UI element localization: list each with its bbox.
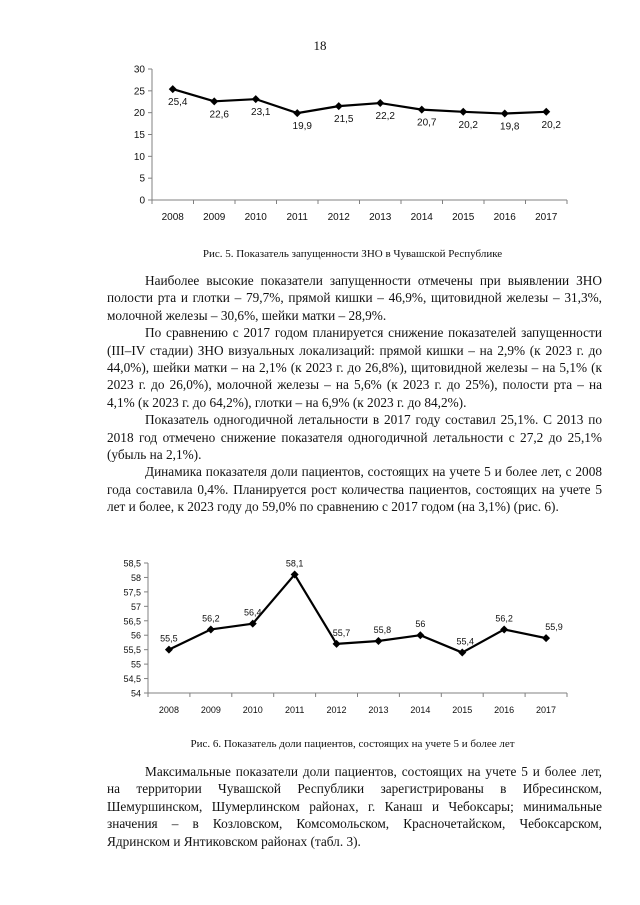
x-tick-label: 2010 <box>244 212 267 223</box>
y-tick-label: 55,5 <box>123 645 141 656</box>
body-text-block-1 <box>107 272 602 516</box>
y-tick-label: 20 <box>133 108 145 120</box>
series-line <box>169 575 546 653</box>
y-tick-label: 54,5 <box>123 674 141 685</box>
data-point-marker <box>501 110 509 118</box>
data-point-marker <box>416 631 424 639</box>
y-tick-label: 30 <box>133 64 145 76</box>
y-tick-label: 25 <box>133 86 145 98</box>
data-point-marker <box>542 108 550 116</box>
page-number: 18 <box>313 38 327 53</box>
x-tick-label: 2009 <box>203 212 226 223</box>
data-point-marker <box>542 634 550 642</box>
x-tick-label: 2014 <box>410 212 433 223</box>
data-label: 25,4 <box>168 97 188 109</box>
y-tick-label: 56,5 <box>123 616 141 627</box>
x-tick-label: 2015 <box>452 705 473 715</box>
data-label: 20,7 <box>417 117 437 129</box>
data-label: 20,2 <box>458 119 478 131</box>
paragraph: Динамика показателя доли пациентов, состоящих на учете 5 и более лет, с 2008 года составила 0,4%. Планируется рост количества пациентов, состоящих на учете 5 лет и более, к 2023 году до 59,0% по сравнению с 2017 годом (на 3,1%) (рис. 6). <box>107 464 602 515</box>
data-point-marker <box>335 102 343 110</box>
y-tick-label: 10 <box>133 151 145 163</box>
x-tick-label: 2017 <box>536 705 557 715</box>
data-point-marker <box>165 646 173 654</box>
data-label: 55,8 <box>373 625 392 635</box>
x-tick-label: 2010 <box>242 705 263 715</box>
x-tick-label: 2012 <box>327 212 350 223</box>
paragraph: Максимальные показатели доли пациентов, состоящих на учете 5 и более лет, на территории Чувашской Республики зарегистрированы в Ибресинском, Шемуршинском, Шумерлинском районах, г. Канаш и Чебоксары; минимальные значения – в Козловском, Комсомольском, Красночетайском, Чебоксарском, Ядринском и Янтиковском районах (табл. 3). <box>107 764 602 849</box>
data-label: 58,1 <box>285 558 304 569</box>
data-point-marker <box>418 106 426 114</box>
y-tick-label: 57 <box>130 601 141 612</box>
data-point-marker <box>293 109 301 117</box>
y-tick-label: 58 <box>130 572 141 583</box>
paragraph: Наиболее высокие показатели запущенности отмечены при выявлении ЗНО полости рта и глотки – 79,7%, прямой кишки – 46,9%, щитовидной железы – 31,3%, молочной железы – 30,6%, шейки матки – 28,9%. <box>107 273 602 323</box>
data-label: 55,9 <box>545 622 563 633</box>
data-label: 55,4 <box>456 636 475 647</box>
paragraph: Показатель одногодичной летальности в 2017 году составил 25,1%. С 2013 по 2018 год отмечено снижение показателя одногодичной летальности с 27,2 до 25,1% (убыль на 2,1%). <box>107 412 602 463</box>
x-tick-label: 2012 <box>326 705 347 715</box>
x-tick-label: 2016 <box>493 212 516 223</box>
data-label: 55,5 <box>160 633 178 644</box>
data-label: 19,8 <box>500 121 520 133</box>
y-tick-label: 56 <box>130 630 141 641</box>
data-point-marker <box>376 99 384 107</box>
body-text-block-2 <box>107 763 602 850</box>
data-label: 56,2 <box>495 613 513 624</box>
y-tick-label: 55 <box>130 659 141 670</box>
data-point-marker <box>169 85 177 93</box>
data-label: 21,5 <box>334 114 354 126</box>
data-point-marker <box>252 95 260 103</box>
x-tick-label: 2013 <box>368 705 389 715</box>
data-label: 56,4 <box>243 607 262 618</box>
x-tick-label: 2016 <box>494 705 515 715</box>
y-tick-label: 57,5 <box>123 587 141 598</box>
chart-neglect-rate <box>120 60 590 230</box>
y-tick-label: 0 <box>139 195 145 207</box>
x-tick-label: 2014 <box>410 705 431 715</box>
paragraph: По сравнению с 2017 годом планируется снижение показателей запущенности (III–IV стадии) ЗНО визуальных локализаций: прямой кишки – на 2,9% (к 2023 г. до 44,0%), шейки матки – на 2,1% (к 2023 г. до 26,8%), щитовидной железы – на 5,1% (к 2023 г. до 26,0%), молочной железы – на 5,6% (к 2023 г. до 25%), полости рта – на 4,1% (к 2023 г. до 64,2%), глотки – на 6,9% (к 2023 г. до 84,2%). <box>107 325 602 410</box>
figure-6-caption: Рис. 6. Показатель доли пациентов, состоящих на учете 5 и более лет <box>190 738 515 750</box>
data-point-marker <box>207 625 215 633</box>
data-label: 22,6 <box>209 109 229 121</box>
x-tick-label: 2011 <box>286 212 309 223</box>
data-point-marker <box>374 637 382 645</box>
data-point-marker <box>459 108 467 116</box>
y-tick-label: 5 <box>139 173 145 185</box>
data-label: 55,7 <box>332 627 351 638</box>
data-label: 23,1 <box>251 107 271 119</box>
chart-five-year-patients <box>120 555 590 720</box>
data-label: 20,2 <box>541 119 561 131</box>
x-tick-label: 2017 <box>535 212 558 223</box>
x-tick-label: 2008 <box>161 212 184 223</box>
figure-5-caption: Рис. 5. Показатель запущенности ЗНО в Чувашской Республике <box>202 248 503 260</box>
y-tick-label: 54 <box>130 688 141 699</box>
data-label: 56 <box>415 619 426 630</box>
data-label: 19,9 <box>292 121 312 133</box>
x-tick-label: 2013 <box>369 212 392 223</box>
data-label: 56,2 <box>202 613 220 624</box>
x-tick-label: 2009 <box>200 705 221 715</box>
y-tick-label: 15 <box>133 130 145 141</box>
data-label: 22,2 <box>375 111 395 123</box>
x-tick-label: 2008 <box>158 705 179 715</box>
x-tick-label: 2011 <box>284 705 305 715</box>
x-tick-label: 2015 <box>452 212 475 223</box>
data-point-marker <box>210 97 218 105</box>
y-tick-label: 58,5 <box>123 558 141 569</box>
